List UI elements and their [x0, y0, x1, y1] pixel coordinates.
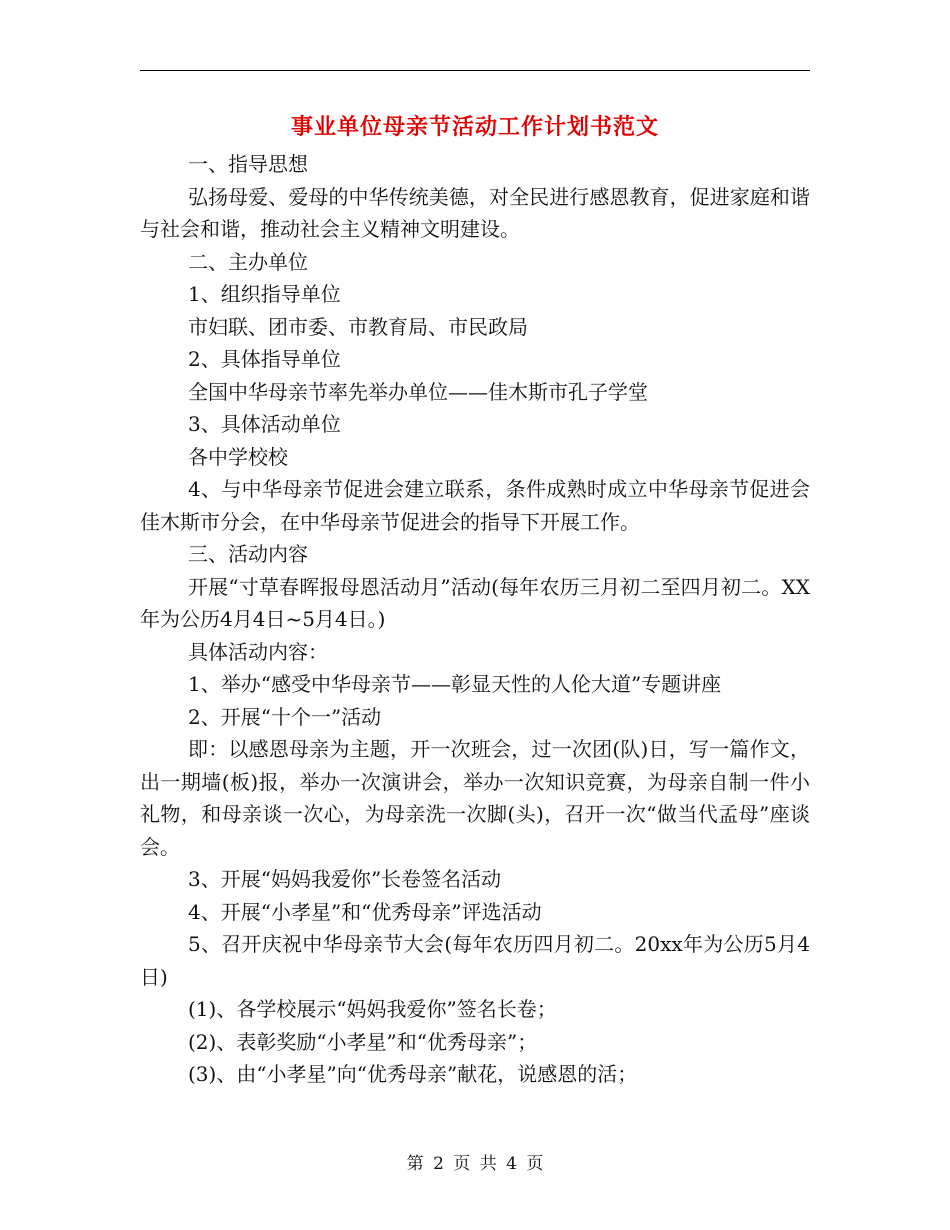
paragraph-guiding-unit: 全国中华母亲节率先举办单位——佳木斯市孔子学堂 [188, 379, 648, 404]
subheading-specific-content: 具体活动内容： [188, 639, 328, 664]
sub-item-3: (3)、由“小孝星”向“优秀母亲”献花，说感恩的活； [188, 1062, 638, 1086]
paragraph-ten-ones-detail: 即：以感恩母亲为主题，开一次班会，过一次团(队)日，写一篇作文，出一期墙(板)报，举办一次演讲会，举办一次知识竞赛，为母亲自制一件小礼物，和母亲谈一次心，为母亲洗一次脚(头)，召开一次“做当代孟母”座谈会。 [140, 737, 810, 859]
list-item-selection: 4、开展“小孝星”和“优秀母亲”评选活动 [188, 899, 542, 924]
heading-guiding-thought: 一、指导思想 [188, 152, 308, 176]
page-number-footer: 第 2 页 共 4 页 [406, 1154, 544, 1174]
heading-activity-content: 三、活动内容 [188, 542, 308, 566]
list-item-signature-scroll: 3、开展“妈妈我爱你”长卷签名活动 [188, 867, 502, 891]
list-item-celebration: 5、召开庆祝中华母亲节大会(每年农历四月初二。20xx年为公历5月4日) [140, 932, 810, 989]
paragraph-activity-month: 开展“寸草春晖报母恩活动月”活动(每年农历三月初二至四月初二。XX年为公历4月4日~5月4日。) [140, 574, 810, 631]
paragraph-guiding-thought: 弘扬母爱、爱母的中华传统美德，对全民进行感恩教育，促进家庭和谐与社会和谐，推动社会主义精神文明建设。 [140, 184, 810, 241]
header-rule [140, 70, 810, 71]
sub-item-1: (1)、各学校展示“妈妈我爱你”签名长卷； [188, 997, 557, 1021]
document-title: 事业单位母亲节活动工作计划书范文 [290, 114, 659, 140]
sub-item-2: (2)、表彰奖励“小孝星”和“优秀母亲”； [188, 1029, 538, 1054]
paragraph-promotion-association: 4、与中华母亲节促进会建立联系，条件成熟时成立中华母亲节促进会佳木斯市分会，在中华母亲节促进会的指导下开展工作。 [140, 477, 810, 534]
list-item-lecture: 1、举办“感受中华母亲节——彰显天性的人伦大道”专题讲座 [188, 672, 722, 696]
subheading-organizing-unit: 1、组织指导单位 [188, 282, 341, 306]
paragraph-activity-unit: 各中学校校 [188, 444, 288, 469]
heading-organizers: 二、主办单位 [188, 249, 308, 274]
subheading-guiding-unit: 2、具体指导单位 [188, 347, 341, 371]
list-item-ten-ones: 2、开展“十个一”活动 [188, 704, 382, 729]
paragraph-organizing-unit: 市妇联、团市委、市教育局、市民政局 [188, 314, 528, 339]
subheading-activity-unit: 3、具体活动单位 [188, 412, 341, 436]
document-body [140, 148, 810, 1091]
